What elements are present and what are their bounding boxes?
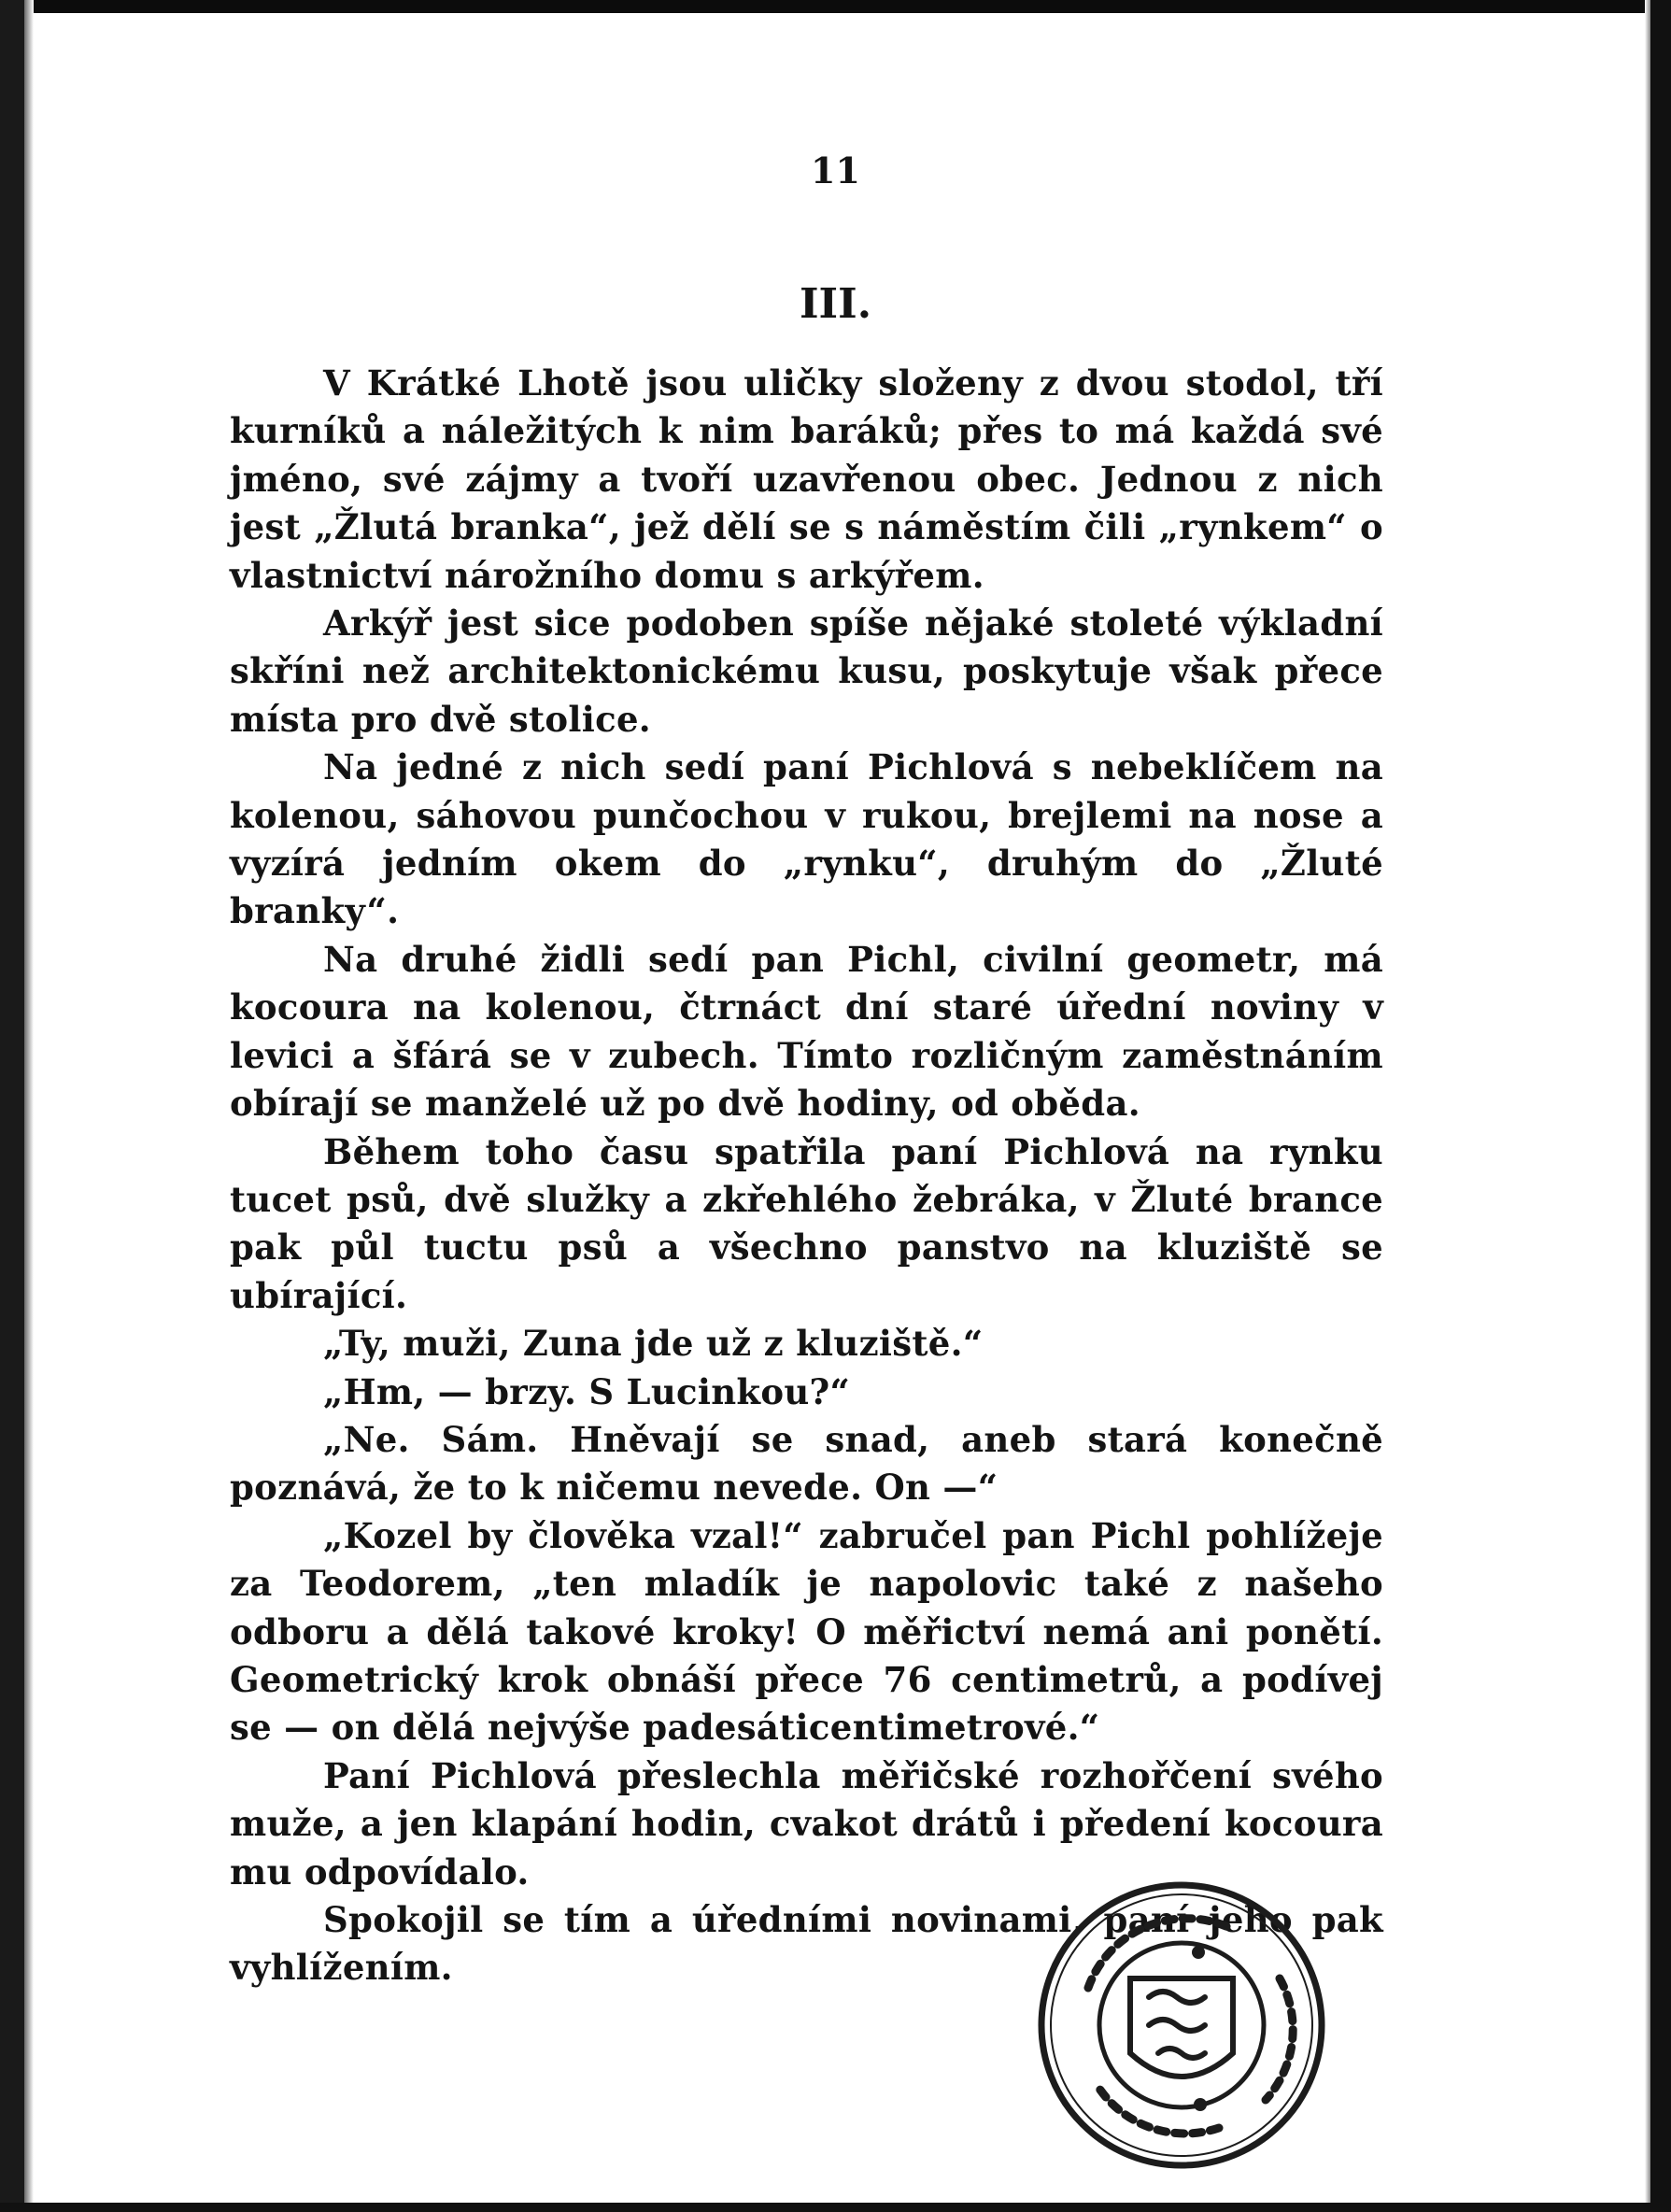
scan-edge-right-shadow xyxy=(1645,0,1650,2212)
scan-edge-left-shadow xyxy=(24,0,34,2212)
body-text xyxy=(230,360,1383,1992)
paragraph: Paní Pichlová přeslechla měřičské rozhořčení svého muže, a jen klapání hodin, cvakot drátů i předení kocoura mu odpovídalo. xyxy=(230,1754,1383,1893)
paragraph: Během toho času spatřila paní Pichlová na rynku tucet psů, dvě služky a zkřehlého žebráka, v Žluté brance pak půl tuctu psů a všechno panstvo na kluziště se ubírající. xyxy=(230,1130,1383,1316)
scan-edge-right xyxy=(1650,0,1671,2212)
paragraph: „Hm, — brzy. S Lucinkou?“ xyxy=(323,1370,851,1412)
paragraph: „Ty, muži, Zuna jde už z kluziště.“ xyxy=(323,1323,984,1365)
paragraph: „Ne. Sám. Hněvají se snad, aneb stará konečně poznává, že to k ničemu nevede. On —“ xyxy=(230,1418,1383,1509)
paragraph: Arkýř jest sice podoben spíše nějaké stoleté výkladní skříni než architektonickému kusu, poskytuje však přece místa pro dvě stolice. xyxy=(230,603,1383,740)
paragraph: Na druhé židli sedí pan Pichl, civilní geometr, má kocoura na kolenou, čtrnáct dní staré úřední noviny v levici a šfárá se v zubech. Tímto rozličným zaměstnáním obírají se manželé už po dvě hodiny, od oběda. xyxy=(230,938,1383,1125)
paragraph: „Kozel by člověka vzal!“ zabručel pan Pichl pohlížeje za Teodorem, „ten mladík je napolovic také z našeho odboru a dělá takové kroky! O měřictví nemá ani ponětí. Geometrický krok obnáší přece 76 centimetrů, a podívej se — on dělá nejvýše padesáticentimetrové.“ xyxy=(230,1514,1383,1749)
paragraph: V Krátké Lhotě jsou uličky složeny z dvou stodol, tří kurníků a náležitých k nim baráků; přes to má každá své jméno, své zájmy a tvoří uzavřenou obec. Jednou z nich jest „Žlutá branka“, jež dělí se s náměstím čili „rynkem“ o vlastnictví nárožního domu s arkýřem. xyxy=(230,362,1383,596)
paragraph: Na jedné z nich sedí paní Pichlová s nebeklíčem na kolenou, sáhovou punčochou v rukou, brejlemi na nose a vyzírá jedním okem do „rynku“, druhým do „Žluté branky“. xyxy=(230,746,1383,932)
scan-edge-top xyxy=(0,0,1671,13)
scan-edge-bottom xyxy=(0,2203,1671,2212)
page-number: 11 xyxy=(811,149,860,191)
chapter-heading: III. xyxy=(799,280,872,328)
library-stamp-icon xyxy=(1032,1876,1331,2175)
paragraph: Spokojil se tím a úředními novinami, paní jeho pak vyhlížením. xyxy=(230,1899,1383,1989)
scan-edge-left xyxy=(0,0,24,2212)
